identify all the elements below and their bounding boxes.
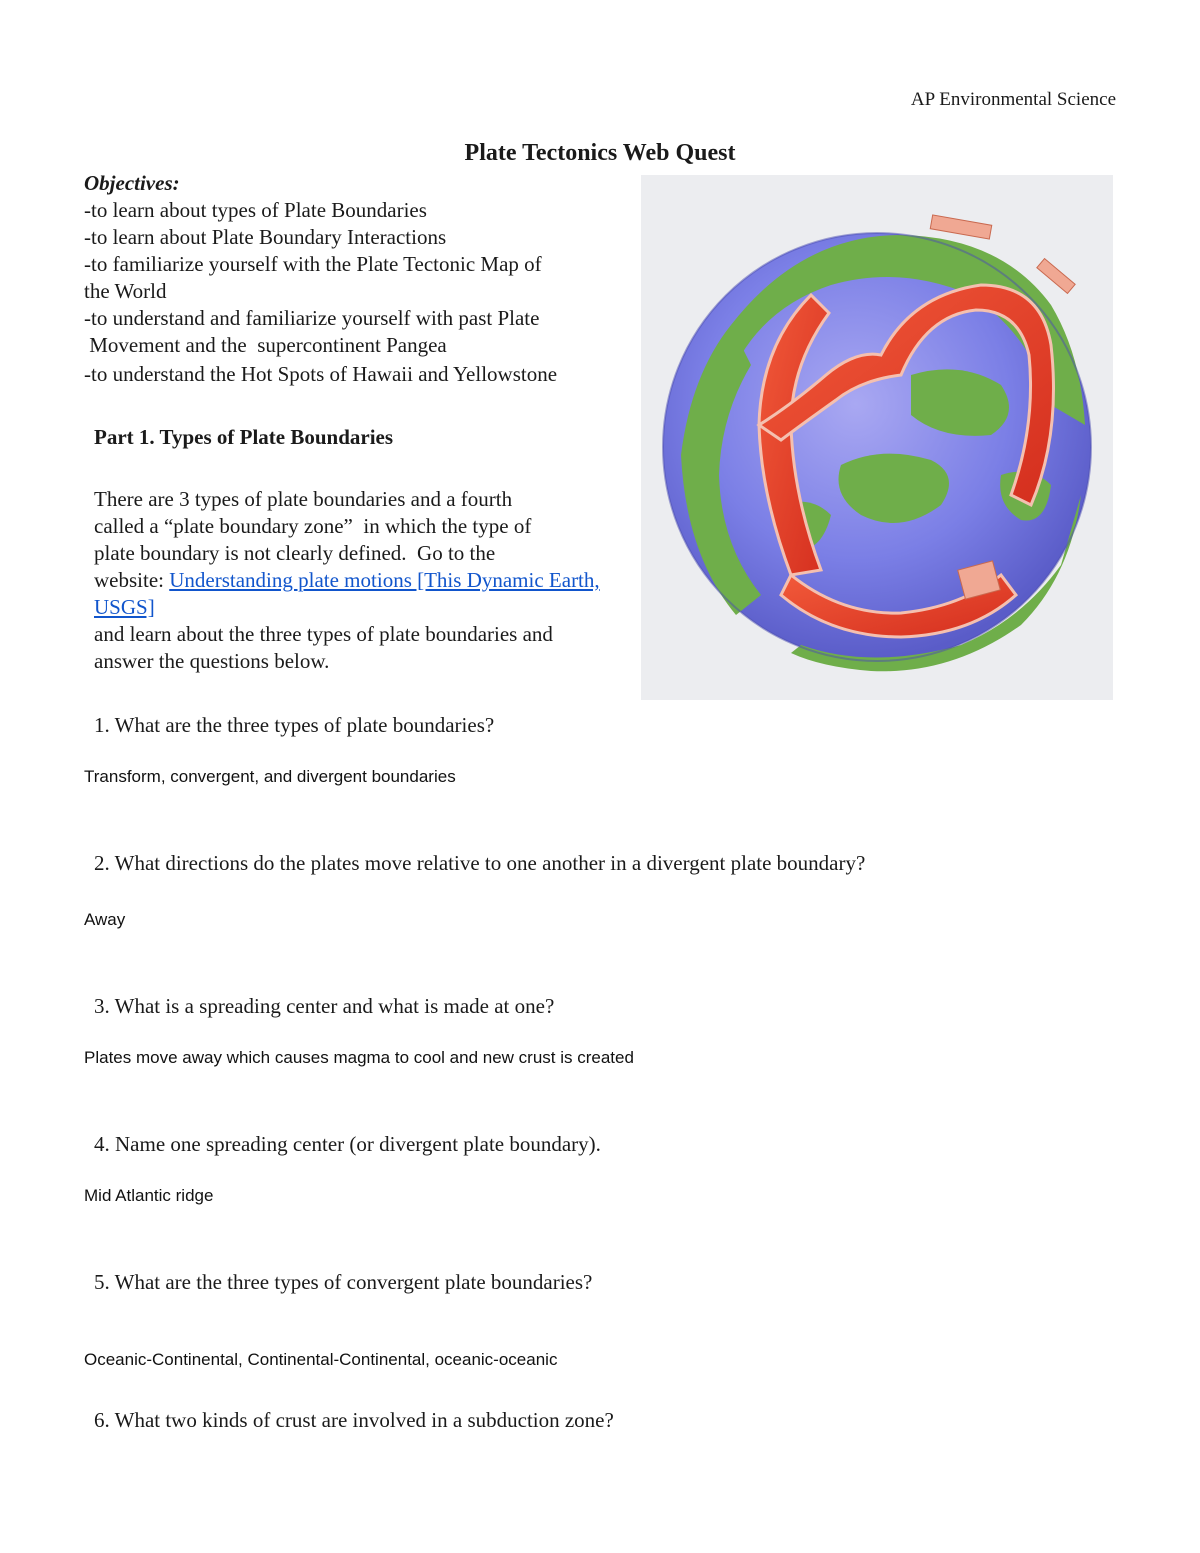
- globe-plate-boundaries-icon: [641, 175, 1113, 700]
- globe-illustration: [641, 175, 1113, 700]
- question-5: 5. What are the three types of convergent plate boundaries?: [94, 1270, 593, 1294]
- answer-1: Transform, convergent, and divergent boundaries: [84, 767, 456, 786]
- question-6: 6. What two kinds of crust are involved in a subduction zone?: [94, 1408, 614, 1432]
- intro-link-line: [94, 567, 634, 621]
- answer-5: Oceanic-Continental, Continental-Continental, oceanic-oceanic: [84, 1350, 558, 1369]
- answer-2: Away: [84, 910, 126, 929]
- course-label: AP Environmental Science: [910, 89, 1116, 110]
- intro-line: answer the questions below.: [94, 649, 330, 673]
- question-1: 1. What are the three types of plate boundaries?: [94, 713, 495, 737]
- answer-4: Mid Atlantic ridge: [84, 1186, 214, 1205]
- objective-line: -to understand and familiarize yourself with past Plate: [84, 306, 540, 330]
- question-2: 2. What directions do the plates move relative to one another in a divergent plate boundary?: [94, 851, 866, 875]
- answer-3: Plates move away which causes magma to cool and new crust is created: [84, 1048, 634, 1067]
- page-title: Plate Tectonics Web Quest: [464, 140, 736, 166]
- intro-line: and learn about the three types of plate boundaries and: [94, 622, 553, 646]
- objective-line: Movement and the supercontinent Pangea: [84, 333, 447, 357]
- objective-line: -to understand the Hot Spots of Hawaii and Yellowstone: [84, 362, 558, 386]
- usgs-link[interactable]: Understanding plate motions [This Dynamic Earth, USGS]: [94, 568, 600, 619]
- question-3: 3. What is a spreading center and what is made at one?: [94, 994, 555, 1018]
- objectives-heading: Objectives:: [84, 171, 180, 195]
- objective-line: -to familiarize yourself with the Plate Tectonic Map of: [84, 252, 542, 276]
- part1-heading: Part 1. Types of Plate Boundaries: [94, 425, 394, 449]
- intro-website-prefix: website:: [94, 568, 170, 592]
- intro-line: There are 3 types of plate boundaries and a fourth: [94, 487, 513, 511]
- objective-line: the World: [84, 279, 167, 303]
- objective-line: -to learn about types of Plate Boundaries: [84, 198, 427, 222]
- part1-intro: [94, 486, 634, 675]
- intro-line: called a “plate boundary zone” in which the type of: [94, 514, 532, 538]
- intro-line: plate boundary is not clearly defined. Go to the: [94, 541, 496, 565]
- objective-line: -to learn about Plate Boundary Interactions: [84, 225, 447, 249]
- question-4: 4. Name one spreading center (or divergent plate boundary).: [94, 1132, 601, 1156]
